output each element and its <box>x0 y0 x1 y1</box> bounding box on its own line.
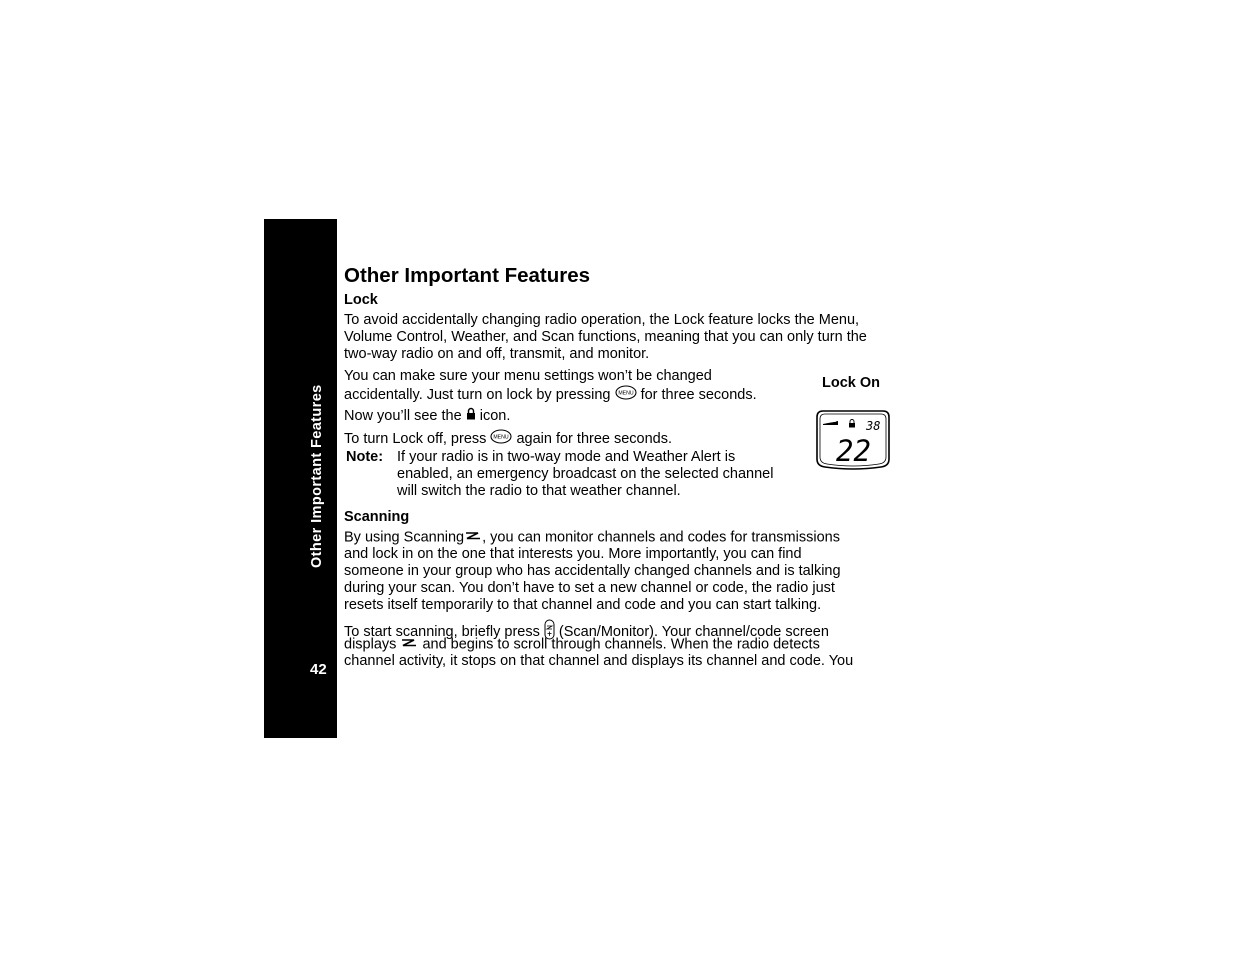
scan-icon <box>400 636 418 653</box>
scanning-para1-line2: and lock in on the one that interests you. More importantly, you can find <box>344 546 802 562</box>
scanning-para2-text-c: displays <box>344 636 397 653</box>
scanning-heading: Scanning <box>344 509 410 525</box>
sidebar-section-title: Other Important Features <box>309 384 325 568</box>
scanning-para1-line4: during your scan. You don’t have to set a new channel or code, the radio just <box>344 580 835 596</box>
lock-icon <box>466 407 476 425</box>
lock-heading: Lock <box>344 292 378 308</box>
note-line1: If your radio is in two-way mode and Weather Alert is <box>397 449 736 465</box>
scanning-para1-text-a: By using Scanning <box>344 529 465 546</box>
scanning-para2-line3: channel activity, it stops on that channel and displays its channel and code. You <box>344 653 854 669</box>
note-line2: enabled, an emergency broadcast on the selected channel <box>397 466 774 482</box>
lock-para1-line3: two-way radio on and off, transmit, and monitor. <box>344 346 650 362</box>
scanning-para2-line2 <box>344 636 820 653</box>
lock-para1-line2: Volume Control, Weather, and Scan functions, meaning that you can only turn the <box>344 329 867 345</box>
scanning-para2-text-d: and begins to scroll through channels. When the radio detects <box>422 636 820 653</box>
lcd-channel-readout: 22 <box>836 434 871 468</box>
scanning-para1-line1 <box>344 529 840 546</box>
scanning-para1-line5: resets itself temporarily to that channel and code and you can start talking. <box>344 597 822 613</box>
note-line3: will switch the radio to that weather channel. <box>397 483 681 499</box>
lock-para3-text-b: icon. <box>479 407 511 424</box>
page-number: 42 <box>310 661 327 678</box>
lock-para2-line1: You can make sure your menu settings won’t be changed <box>344 368 712 384</box>
menu-button-icon <box>490 429 512 449</box>
lcd-display-illustration <box>814 410 892 470</box>
scanning-para1-line3: someone in your group who has accidentally changed channels and is talking <box>344 563 841 579</box>
lock-para3-text-a: Now you’ll see the <box>344 407 462 424</box>
lock-on-figure-label: Lock On <box>822 375 881 391</box>
menu-button-icon <box>615 385 637 405</box>
scan-icon <box>464 529 482 546</box>
note-label: Note: <box>346 449 384 465</box>
lcd-code-readout: 38 <box>866 419 881 433</box>
scanning-para2-text-b: (Scan/Monitor). Your channel/code screen <box>558 623 829 640</box>
scanning-para2-text-a: To start scanning, briefly press <box>344 623 540 640</box>
lock-para1-line1: To avoid accidentally changing radio operation, the Lock feature locks the Menu, <box>344 312 860 328</box>
lock-para4-text-a: To turn Lock off, press <box>344 430 487 447</box>
lock-para4-text-b: again for three seconds. <box>516 430 673 447</box>
lock-para2-text-b: for three seconds. <box>640 386 757 403</box>
lock-para3 <box>344 407 510 425</box>
svg-text:MENU: MENU <box>493 434 510 441</box>
scanning-para1-text-b: , you can monitor channels and codes for transmissions <box>482 529 840 546</box>
svg-text:MENU: MENU <box>617 390 634 397</box>
lock-para2-text-a: accidentally. Just turn on lock by pressing <box>344 386 611 403</box>
lock-para2-line2 <box>344 385 757 405</box>
lock-para4 <box>344 429 672 449</box>
page-title: Other Important Features <box>344 264 591 287</box>
